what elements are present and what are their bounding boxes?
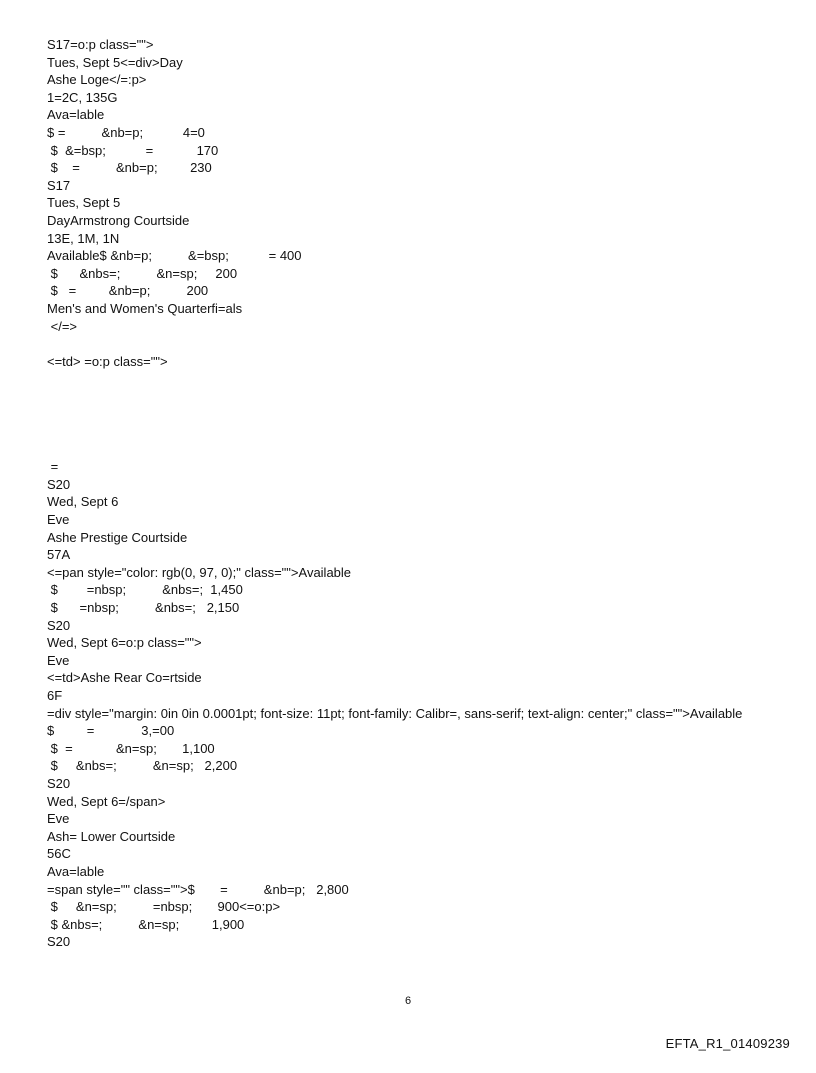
- text-line: $ &nbs=; &n=sp; 200: [47, 265, 238, 281]
- text-line: Ashe Loge</=:p>: [47, 72, 147, 88]
- text-line: $ &=bsp; = 170: [47, 142, 219, 158]
- text-line: 57A: [47, 547, 71, 563]
- text-line: Ava=lable: [47, 863, 105, 879]
- text-line: $ =nbsp; &nbs=; 1,450: [47, 582, 243, 598]
- text-line: Eve: [47, 652, 70, 668]
- text-line: S20: [47, 775, 71, 791]
- text-line: =span style="" class="">$ = &nb=p; 2,800: [47, 881, 349, 897]
- text-line: S20: [47, 476, 71, 492]
- text-line: Available$ &nb=p; &=bsp; = 400: [47, 248, 302, 264]
- text-line: $ = &n=sp; 1,100: [47, 740, 215, 756]
- text-line: S20: [47, 617, 71, 633]
- text-line: DayArmstrong Courtside: [47, 212, 190, 228]
- text-line: Ava=lable: [47, 107, 105, 123]
- document-id: EFTA_R1_01409239: [665, 1036, 790, 1051]
- text-line: Ash= Lower Courtside: [47, 828, 176, 844]
- text-line: <=pan style="color: rgb(0, 97, 0);" class="">Available: [47, 564, 352, 580]
- document-body: [47, 36, 787, 951]
- text-line: $ &n=sp; =nbsp; 900<=o:p>: [47, 899, 281, 915]
- text-line: 6F: [47, 688, 63, 703]
- text-line: Wed, Sept 6=o:p class="">: [47, 635, 202, 651]
- text-line: Wed, Sept 6=/span>: [47, 793, 166, 809]
- text-line: <=td>Ashe Rear Co=rtside: [47, 670, 202, 686]
- text-line: Eve: [47, 811, 70, 827]
- text-line: 13E, 1M, 1N: [47, 230, 120, 246]
- page-number: 6: [404, 995, 412, 1007]
- blank-space: [47, 370, 787, 458]
- text-line: $ &nbs=; &n=sp; 1,900: [47, 916, 245, 932]
- text-line: $ =nbsp; &nbs=; 2,150: [47, 600, 240, 616]
- text-line: S17=o:p class="">: [47, 37, 154, 52]
- text-line: Tues, Sept 5: [47, 195, 121, 211]
- text-line: $ = &nb=p; 4=0: [47, 124, 205, 140]
- text-line: $ &nbs=; &n=sp; 2,200: [47, 758, 238, 774]
- text-line: Men's and Women's Quarterfi=als: [47, 300, 243, 316]
- text-line: S17: [47, 177, 71, 193]
- text-line: 1=2C, 135G: [47, 89, 118, 105]
- blank-line: [47, 335, 787, 353]
- text-line: $ = 3,=00: [47, 723, 175, 739]
- text-line: =: [47, 459, 59, 475]
- text-line: </=>: [47, 318, 77, 334]
- text-line: S20: [47, 934, 71, 950]
- text-line: Eve: [47, 512, 70, 528]
- text-line: Tues, Sept 5<=div>Day: [47, 54, 183, 70]
- text-line: $ = &nb=p; 200: [47, 283, 209, 299]
- text-line: $ = &nb=p; 230: [47, 160, 212, 176]
- text-line: =div style="margin: 0in 0in 0.0001pt; font-size: 11pt; font-family: Calibr=, sans-serif; text-align: center;" class="">Available: [47, 705, 743, 721]
- text-line: Ashe Prestige Courtside: [47, 529, 188, 545]
- text-line: 56C: [47, 846, 71, 862]
- text-line: Wed, Sept 6: [47, 494, 119, 510]
- text-line: <=td> =o:p class="">: [47, 353, 168, 369]
